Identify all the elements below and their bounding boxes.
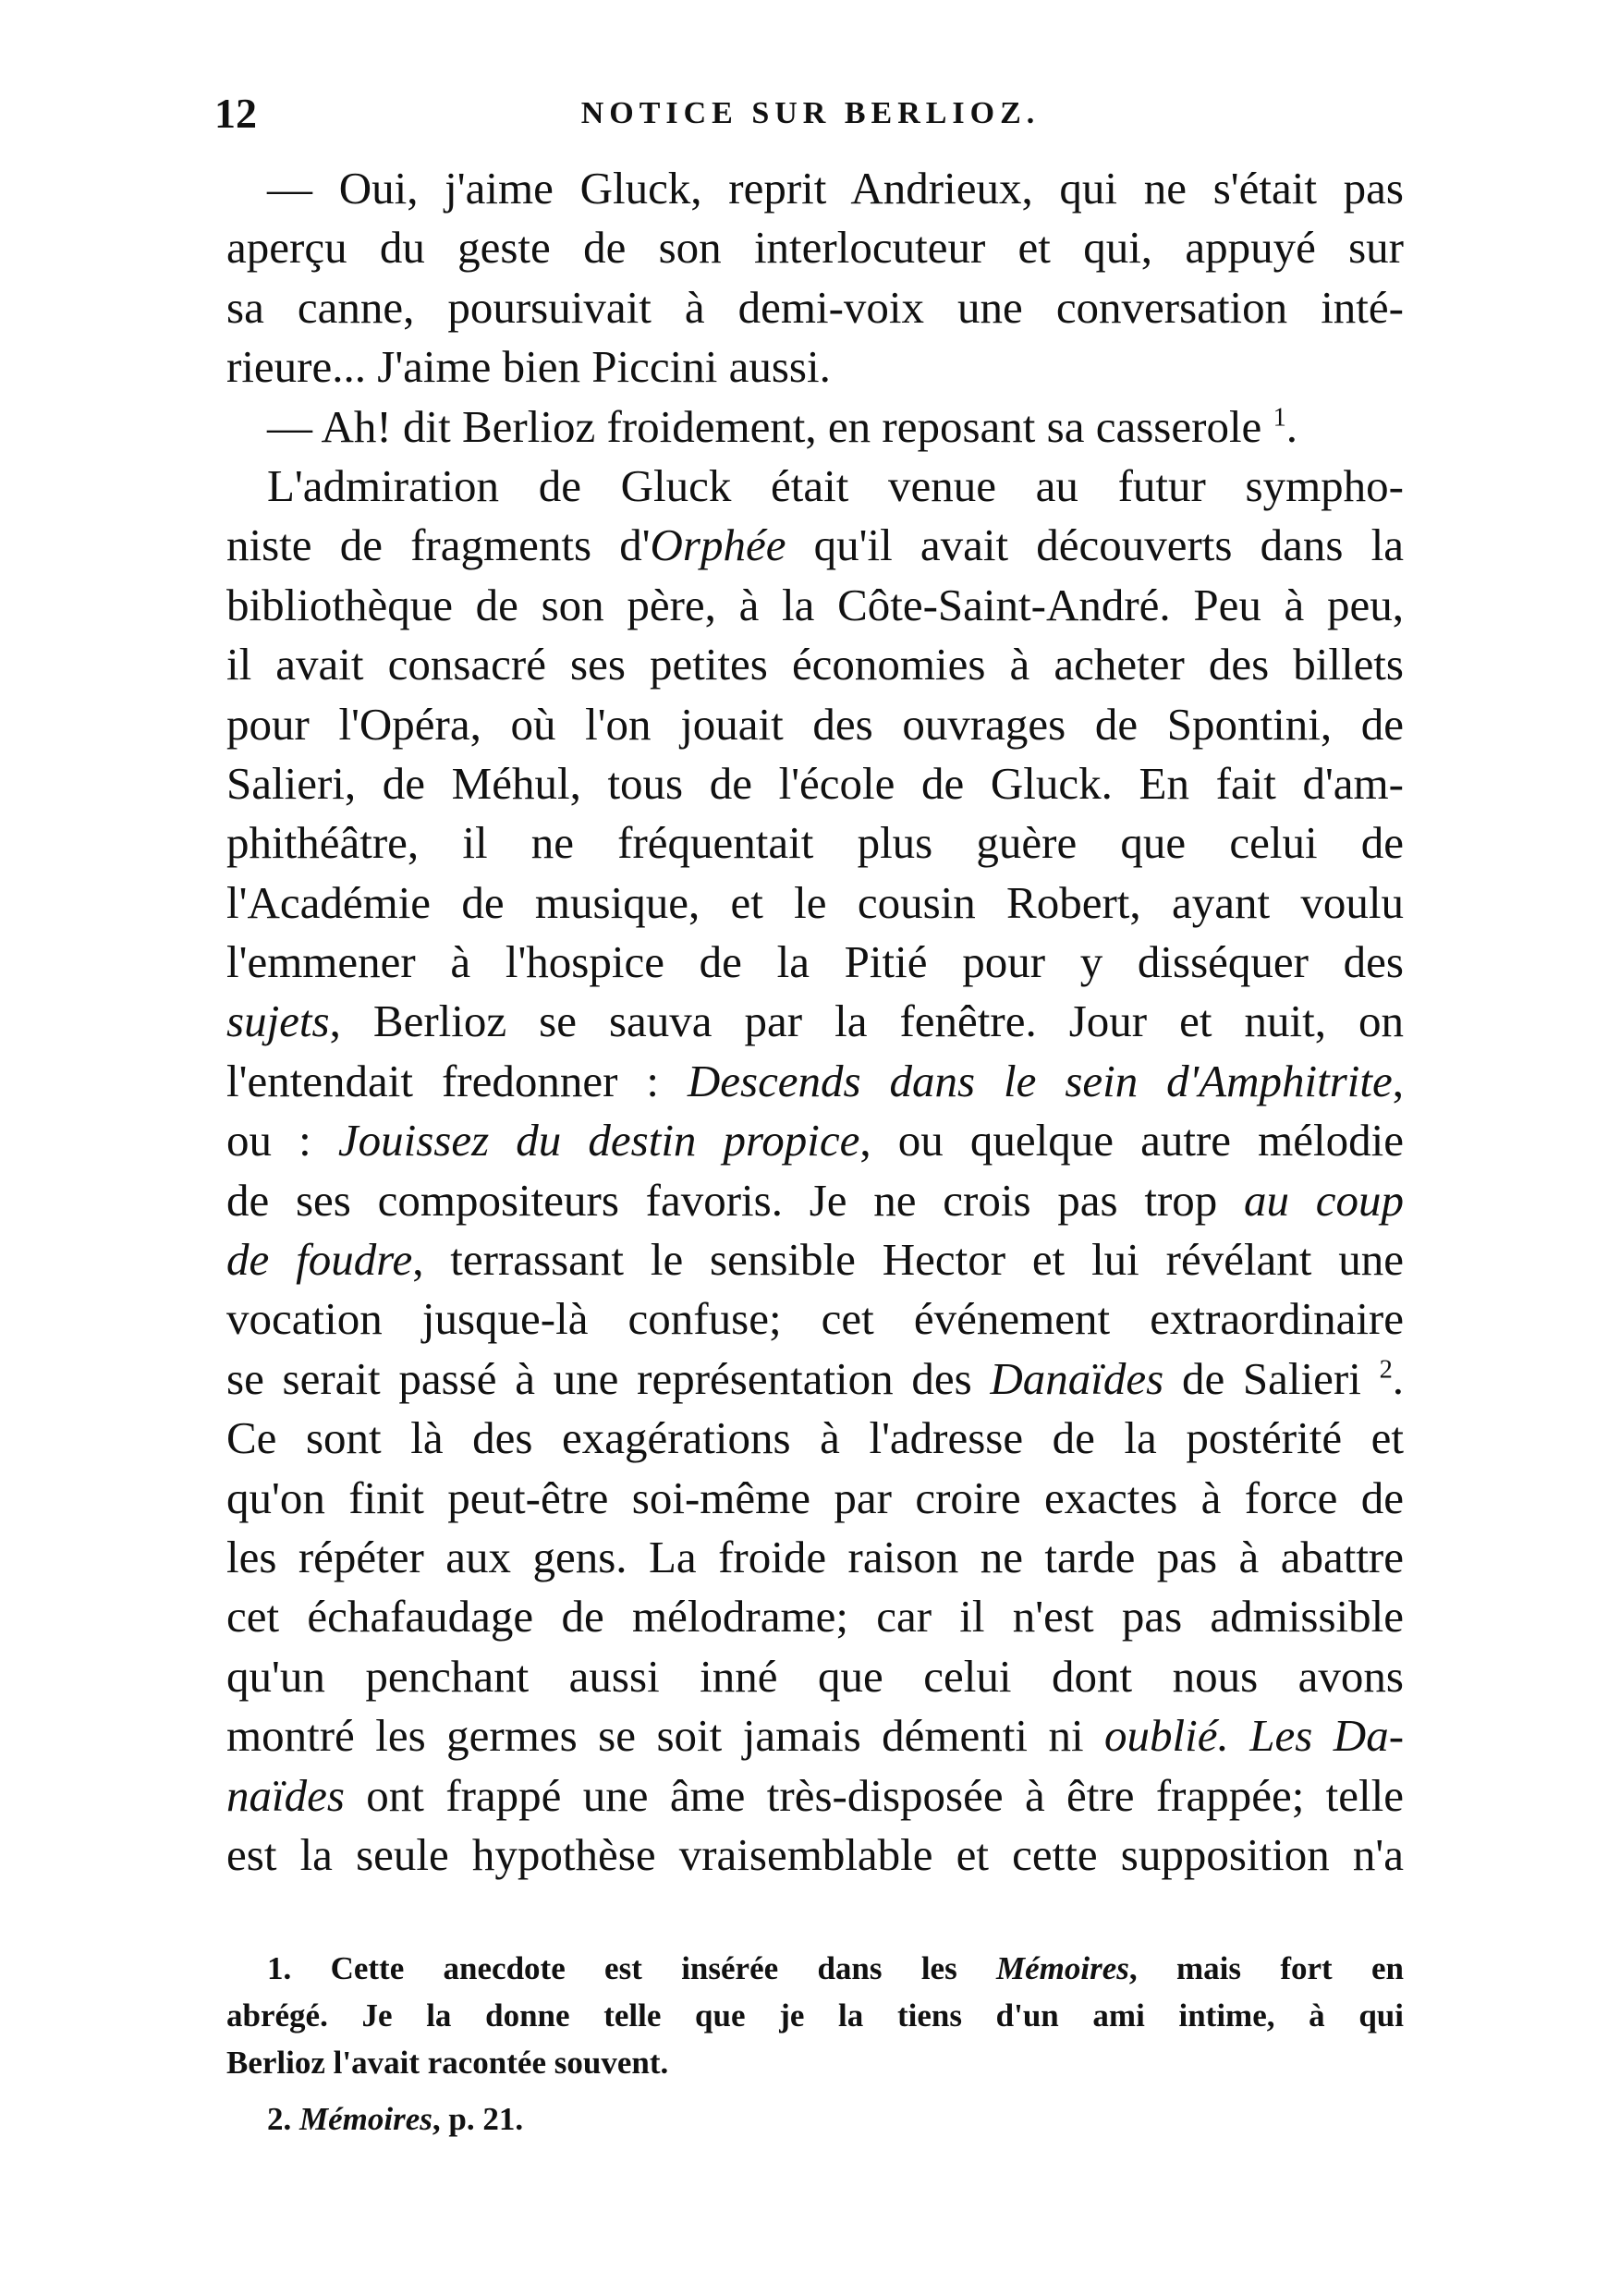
- text-line: pour l'Opéra, où l'on jouait des ouvrages de Spontini, de: [226, 698, 1404, 750]
- footnote-ref-1: 1: [1273, 403, 1286, 433]
- text-line: il avait consacré ses petites économies à acheter des billets: [226, 639, 1404, 690]
- text-line: ou : Jouissez du destin propice, ou quelque autre mélodie: [226, 1115, 1404, 1166]
- text-line: qu'un penchant aussi inné que celui dont nous avons: [226, 1650, 1404, 1702]
- text-line: est la seule hypothèse vraisemblable et cette supposition n'a: [226, 1828, 1404, 1880]
- text-line: Salieri, de Méhul, tous de l'école de Gluck. En fait d'am-: [226, 757, 1404, 809]
- footnotes: [226, 1945, 1404, 2143]
- body-text: [226, 159, 1404, 1885]
- text-line: sujets, Berlioz se sauva par la fenêtre. Jour et nuit, on: [226, 995, 1404, 1047]
- text-line: l'emmener à l'hospice de la Pitié pour y disséquer des: [226, 936, 1404, 988]
- text-line: rieure... J'aime bien Piccini aussi.: [226, 341, 831, 393]
- text-line: aperçu du geste de son interlocuteur et qui, appuyé sur: [226, 222, 1404, 274]
- page-number: 12: [214, 90, 257, 137]
- footnote-1-line: abrégé. Je la donne telle que je la tiens d'un ami intime, à qui: [226, 1997, 1404, 2033]
- text-line: — Ah! dit Berlioz froidement, en reposant sa casserole $^1$.: [267, 400, 1298, 452]
- text-line: bibliothèque de son père, à la Côte-Saint-André. Peu à peu,: [226, 579, 1404, 630]
- text-line: de ses compositeurs favoris. Je ne crois pas trop au coup: [226, 1174, 1405, 1226]
- text-line: de foudre, terrassant le sensible Hector et lui révélant une: [226, 1234, 1404, 1286]
- footnote-ref-2: 2: [1379, 1355, 1393, 1385]
- running-title: NOTICE SUR BERLIOZ.: [580, 96, 1041, 130]
- footnote-1: 1. Cette anecdote est insérée dans les Mémoires, mais fort en: [267, 1950, 1404, 1986]
- text-line: — Oui, j'aime Gluck, reprit Andrieux, qui ne s'était pas: [267, 163, 1404, 214]
- text-line: montré les germes se soit jamais démenti ni oublié. Les Da-: [226, 1710, 1405, 1762]
- text-line: L'admiration de Gluck était venue au futur sympho-: [267, 459, 1404, 511]
- text-line: qu'on finit peut-être soi-même par croire exactes à force de: [226, 1472, 1404, 1523]
- footnote-2: 2. Mémoires, p. 21.: [267, 2101, 524, 2137]
- text-line: cet échafaudage de mélodrame; car il n'est pas admissible: [226, 1591, 1404, 1643]
- text-line: se serait passé à une représentation des Danaïdes de Salieri $^2$.: [226, 1352, 1405, 1404]
- text-line: phithéâtre, il ne fréquentait plus guère que celui de: [226, 817, 1404, 869]
- text-line: l'Académie de musique, et le cousin Robert, ayant voulu: [226, 876, 1404, 928]
- text-line: niste de fragments d'Orphée qu'il avait découverts dans la: [226, 519, 1404, 571]
- text-line: les répéter aux gens. La froide raison ne tarde pas à abattre: [226, 1531, 1404, 1582]
- text-line: l'entendait fredonner : Descends dans le sein d'Amphitrite,: [226, 1055, 1404, 1106]
- text-line: naïdes ont frappé une âme très-disposée à être frappée; telle: [226, 1769, 1404, 1821]
- page-header: [214, 89, 1407, 144]
- text-line: vocation jusque-là confuse; cet événement extraordinaire: [226, 1293, 1404, 1345]
- text-line: Ce sont là des exagérations à l'adresse de la postérité et: [226, 1412, 1404, 1464]
- footnote-1-line: Berlioz l'avait racontée souvent.: [226, 2045, 669, 2081]
- text-line: sa canne, poursuivait à demi-voix une conversation inté-: [226, 281, 1404, 333]
